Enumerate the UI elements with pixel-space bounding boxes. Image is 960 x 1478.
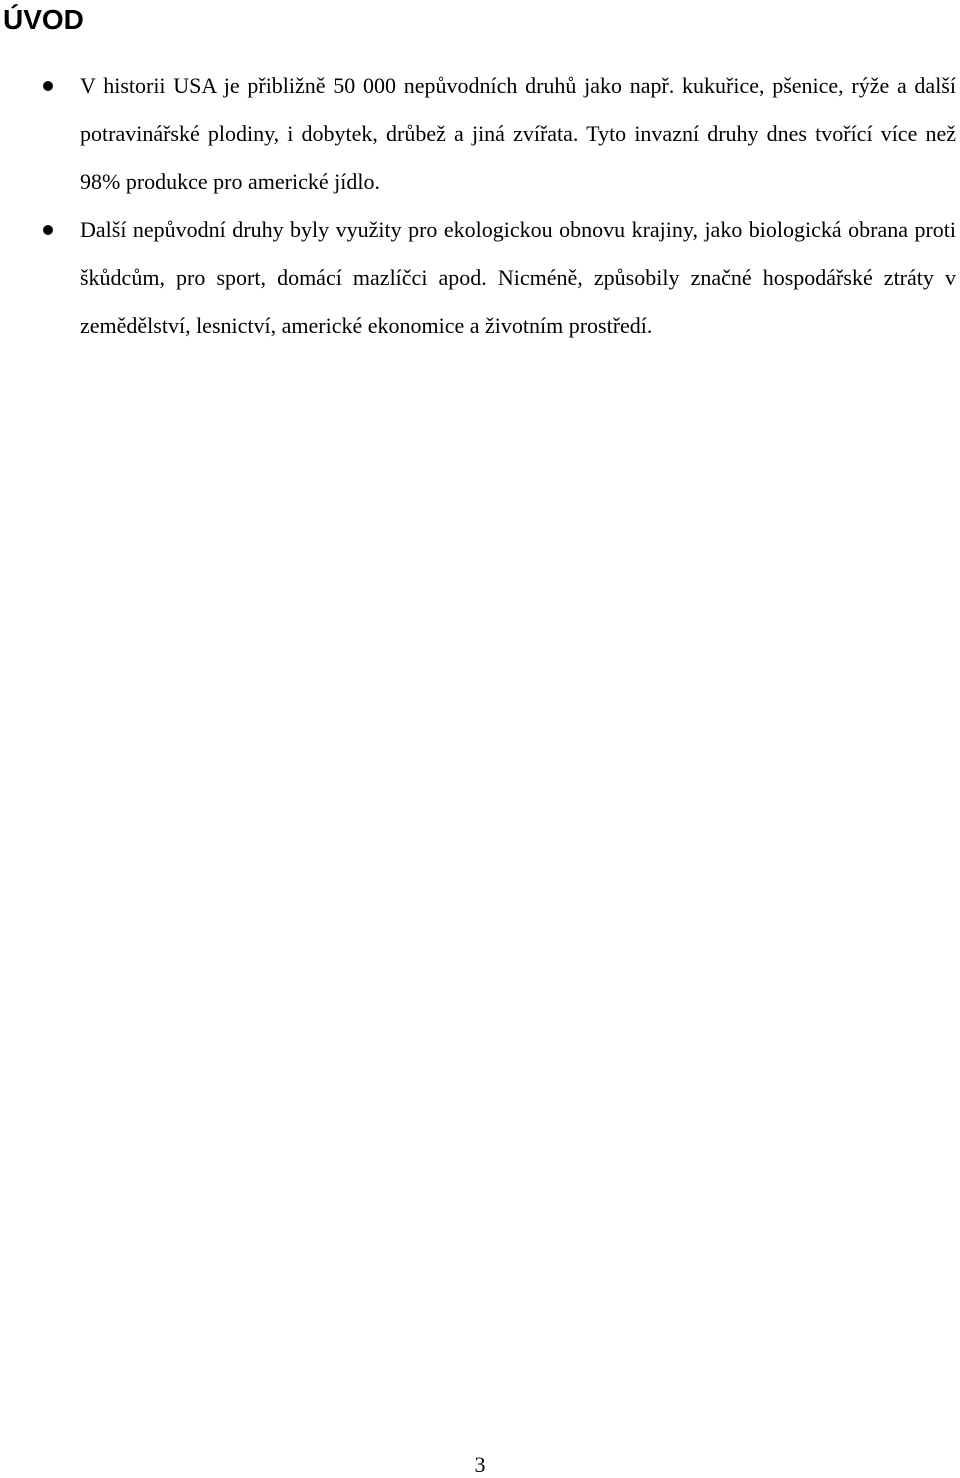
list-item <box>0 62 960 206</box>
paragraph-text: V historii USA je přibližně 50 000 nepůvodních druhů jako např. kukuřice, pšenice, rýže a další potravinářské plodiny, i dobytek, drůbež a jiná zvířata. Tyto invazní druhy dnes tvořící více než 98% produkce pro americké jídlo. <box>80 73 956 194</box>
list-item <box>0 206 960 350</box>
bullet-list <box>0 62 960 350</box>
bullet-icon <box>43 225 53 235</box>
paragraph-text: Další nepůvodní druhy byly využity pro ekologickou obnovu krajiny, jako biologická obrana proti škůdcům, pro sport, domácí mazlíčci apod. Nicméně, způsobily značné hospodářské ztráty v zemědělství, lesnictví, americké ekonomice a životním prostředí. <box>80 217 956 338</box>
bullet-icon <box>43 81 53 91</box>
page-number: 3 <box>474 1452 486 1477</box>
page-title: ÚVOD <box>3 4 84 35</box>
